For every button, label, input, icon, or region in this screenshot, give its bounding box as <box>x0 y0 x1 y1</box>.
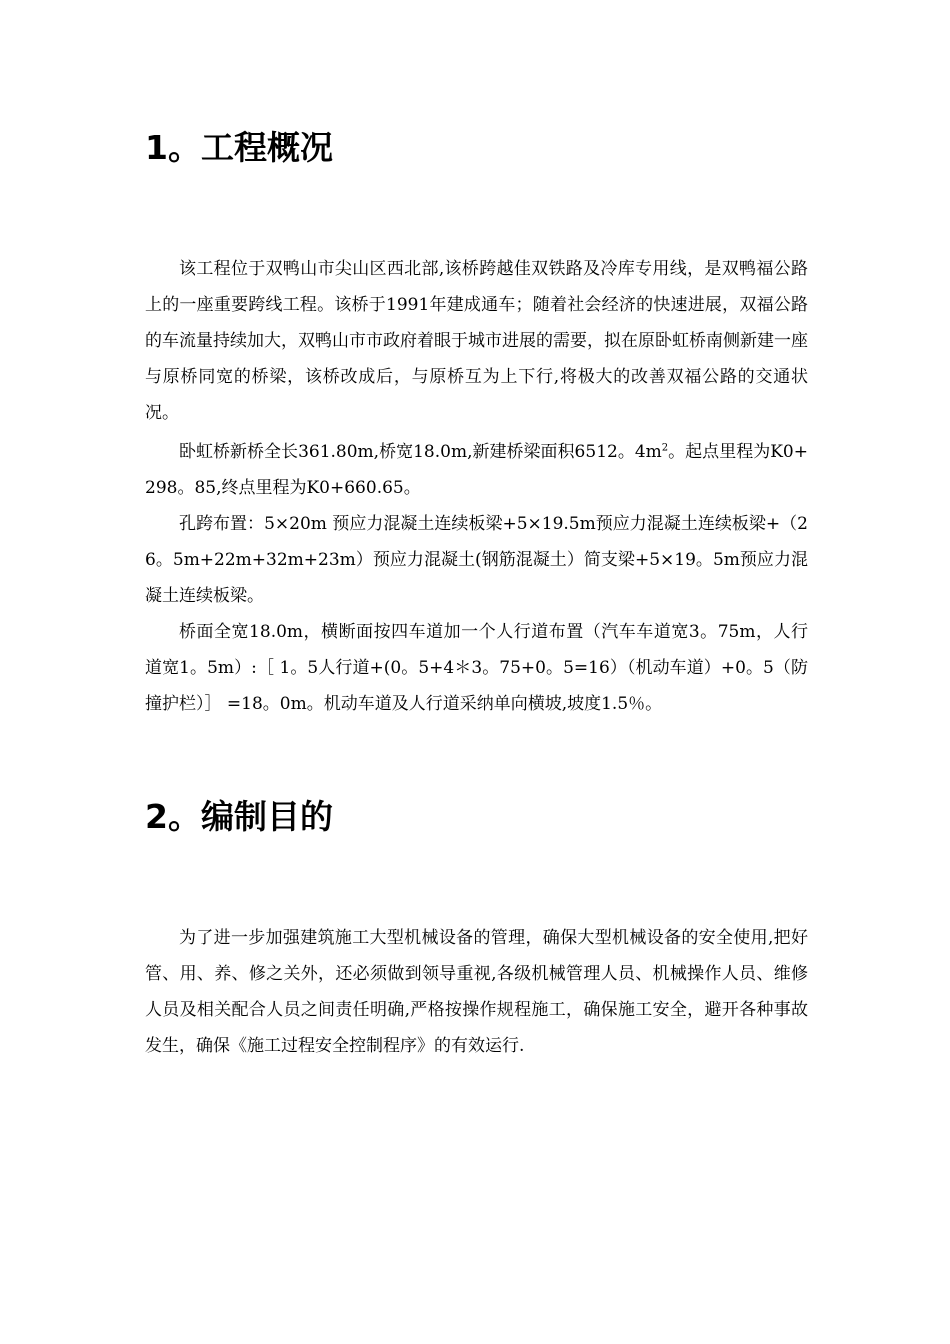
section-heading-1: 1。工程概况 <box>145 128 333 167</box>
paragraph-deck-cross-section: 桥面全宽18.0m，横断面按四车道加一个人行道布置（汽车车道宽3。75m，人行道宽1。5m）:［ 1。5人行道+(0。5+4＊3。75+0。5=16）（机动车道）+0。5（防撞护栏）］ =18。0m。机动车道及人行道采纳单向横坡,坡度1.5％。 <box>145 622 808 714</box>
paragraph-purpose: 为了进一步加强建筑施工大型机械设备的管理，确保大型机械设备的安全使用,把好管、用、养、修之关外，还必须做到领导重视,各级机械管理人员、机械操作人员、维修人员及相关配合人员之间责任明确,严格按操作规程施工，确保施工安全，避开各种事故发生，确保《施工过程安全控制程序》的有效运行. <box>145 928 808 1056</box>
bridge-mileage-text: 。起点里程为K0+298。85,终点里程为K0+660.65。 <box>145 442 808 498</box>
area-unit-superscript: 2 <box>661 442 669 454</box>
bridge-dimensions-text: 卧虹桥新桥全长361.80m,桥宽18.0m,新建桥梁面积6512。4m <box>179 442 662 462</box>
section-heading-2: 2。编制目的 <box>145 797 333 836</box>
paragraph-project-location: 该工程位于双鸭山市尖山区西北部,该桥跨越佳双铁路及冷库专用线，是双鸭福公路上的一座重要跨线工程。该桥于1991年建成通车；随着社会经济的快速进展，双福公路的车流量持续加大，双鸭山市市政府着眼于城市进展的需要，拟在原卧虹桥南侧新建一座与原桥同宽的桥梁，该桥改成后，与原桥互为上下行,将极大的改善双福公路的交通状况。 <box>145 259 808 423</box>
paragraph-span-layout: 孔跨布置：5×20m 预应力混凝土连续板梁+5×19.5m预应力混凝土连续板梁+（26。5m+22m+32m+23m）预应力混凝土(钢筋混凝土）简支梁+5×19。5m预应力混凝土连续板梁。 <box>145 514 808 606</box>
paragraph-bridge-dimensions <box>145 434 808 506</box>
